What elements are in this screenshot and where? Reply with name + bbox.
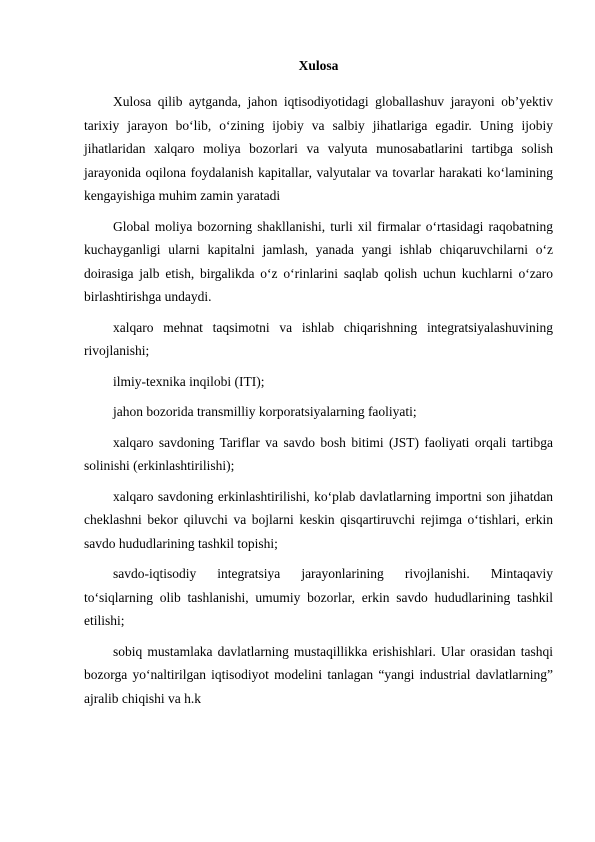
document-body [84,90,553,717]
list-item-integration: savdo-iqtisodiy integratsiya jarayonlarining rivojlanishi. Mintaqaviy to‘siqlarning olib tashlanishi, umumiy bozorlar, erkin savdo hududlarining tashkil etilishi; [84,566,553,628]
list-item-labor-division: xalqaro mehnat taqsimotni va ishlab chiqarishning integratsiyalashuvining rivojlanishi; [84,319,553,358]
list-item-trade-liberalization: xalqaro savdoning erkinlashtirilishi, ko‘plab davlatlarning importni son jihatdan cheklashni bekor qiluvchi va bojlarni keskin qisqartiruvchi rejimga o‘tishlari, erkin savdo hududlarining tashkil topishi; [84,488,553,551]
list-item-former-colonies: sobiq mustamlaka davlatlarning mustaqillikka erishishlari. Ular orasidan tashqi bozorga yo‘naltirilgan iqtisodiyot modelini tanlagan “yangi industrial davlatlarning” ajralib chiqishi va h.k [84,643,553,706]
page-title: Xulosa [298,58,339,73]
paragraph-conclusion: Xulosa qilib aytganda, jahon iqtisodiyotidagi globallashuv jarayoni ob’yektiv tarixiy jarayon bo‘lib, o‘zining ijobiy va salbiy jihatlariga egadir. Uning ijobiy jihatlaridan xalqaro moliya bozorlari va valyuta munosabatlarini tartibga solish jarayonida oqilona foydalanish kapitallar, valyutalar va tovarlar harakati ko‘lamining kengayishiga muhim zamin yaratadi [84,94,553,203]
list-item-jst: xalqaro savdoning Tariflar va savdo bosh bitimi (JST) faoliyati orqali tartibga solinishi (erkinlashtirilishi); [84,434,553,473]
list-item-tnc: jahon bozorida transmilliy korporatsiyalarning faoliyati; [113,404,417,419]
paragraph-global-market: Global moliya bozorning shakllanishi, turli xil firmalar o‘rtasidagi raqobatning kuchayganligi ularni kapitalni jamlash, yanada yangi ishlab chiqaruvchilarni o‘z doirasiga jalb etish, birgalikda o‘z o‘rinlarini saqlab qolish uchun kuchlarni o‘zaro birlashtirishga undaydi. [84,218,553,304]
list-item-iti: ilmiy-texnika inqilobi (ITI); [113,373,265,389]
